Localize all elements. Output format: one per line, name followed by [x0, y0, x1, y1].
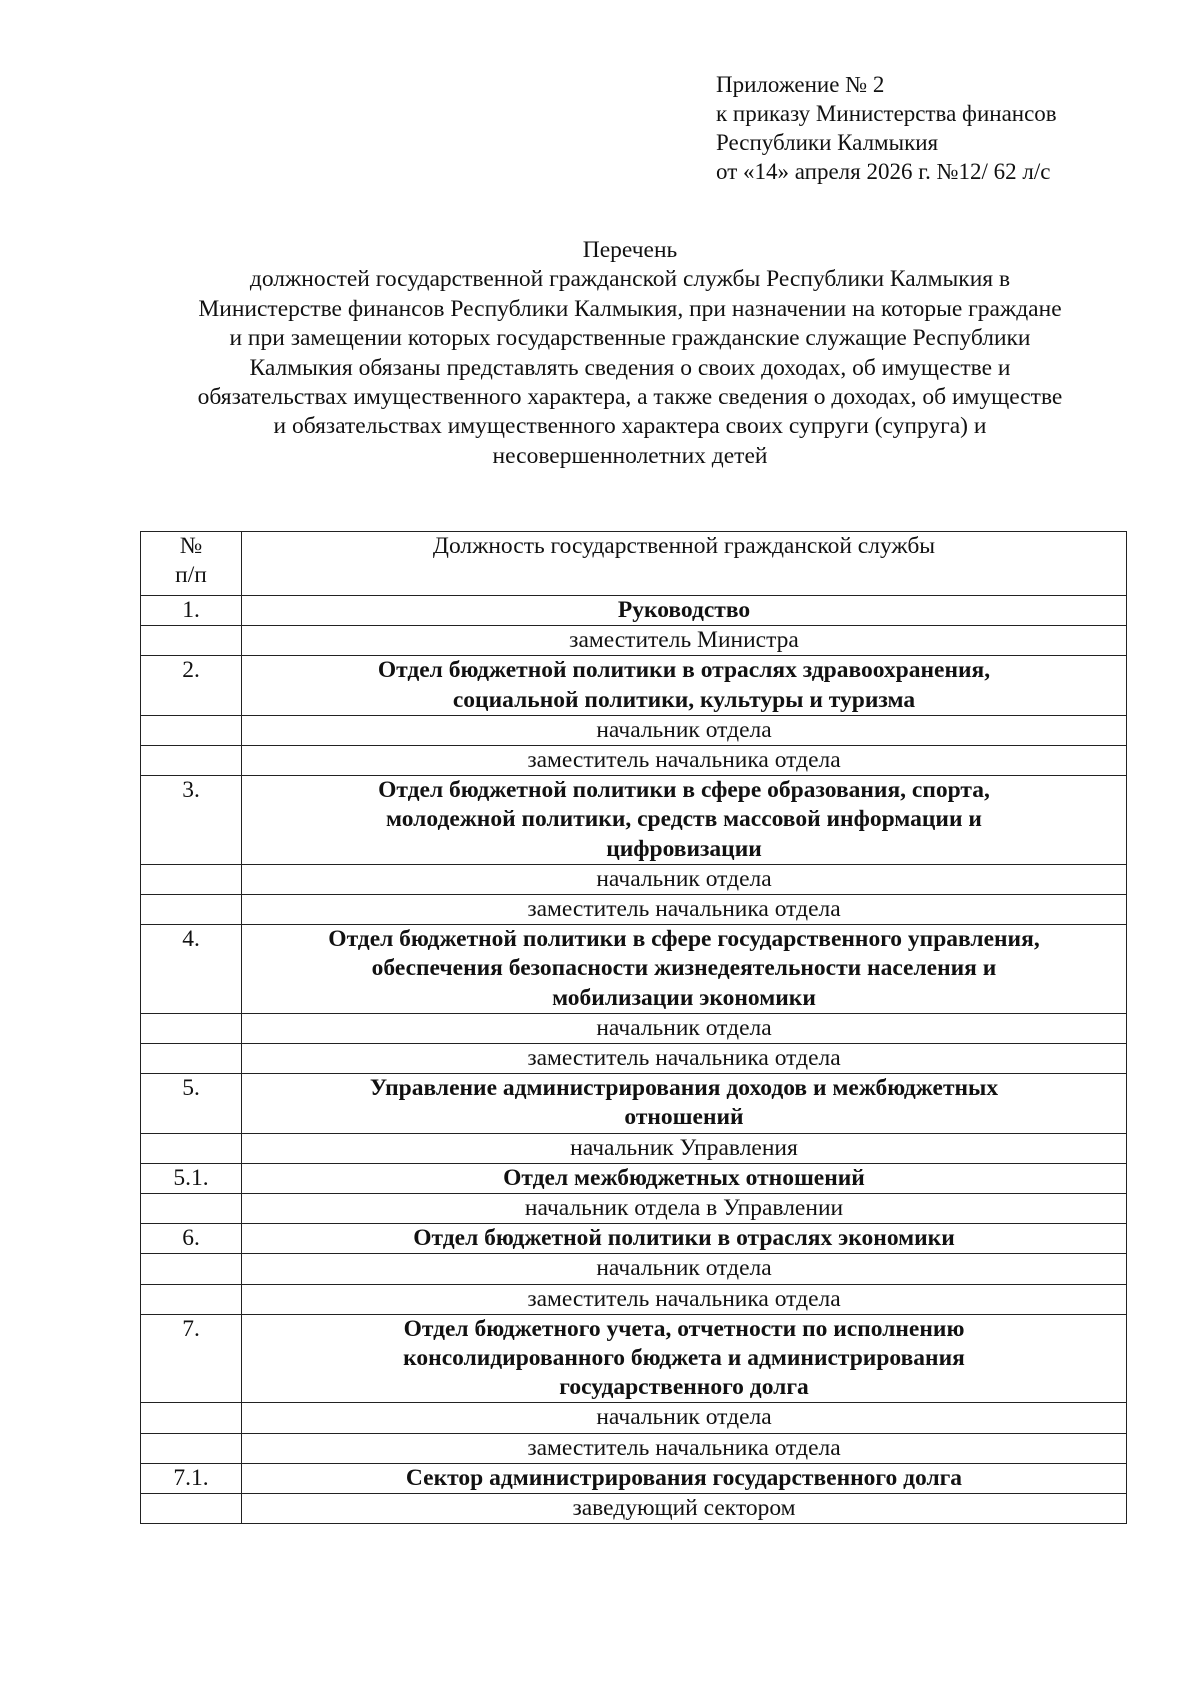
document-title	[140, 236, 1120, 471]
row-number-cell	[141, 1133, 242, 1163]
row-number-cell: 4.	[141, 925, 242, 1014]
row-number-cell	[141, 895, 242, 925]
department-name-cell	[242, 1314, 1127, 1403]
position-name-line: заместитель начальника отдела	[527, 1434, 841, 1461]
row-number-cell: 6.	[141, 1224, 242, 1254]
department-name-cell	[242, 1224, 1127, 1254]
department-name-line: консолидированного бюджета и администрирования	[403, 1345, 965, 1372]
position-row	[141, 1433, 1127, 1463]
department-row	[141, 1463, 1127, 1493]
position-row	[141, 715, 1127, 745]
row-number-cell	[141, 864, 242, 894]
title-line: Министерстве финансов Республики Калмыкия, при назначении на которые граждане	[198, 295, 1062, 322]
annex-line-2: к приказу Министерства финансов	[716, 101, 1057, 126]
department-name-line: молодежной политики, средств массовой информации и	[386, 806, 982, 833]
position-name-cell	[242, 1013, 1127, 1043]
department-row	[141, 656, 1127, 715]
title-line: Калмыкия обязаны представлять сведения о своих доходах, об имуществе и	[249, 354, 1011, 381]
position-name-line: начальник отдела	[596, 1404, 772, 1431]
department-name-cell	[242, 925, 1127, 1014]
table-header-row	[141, 532, 1127, 596]
row-number-cell: 7.	[141, 1314, 242, 1403]
position-name-line: начальник отдела	[596, 716, 772, 743]
title-line: и при замещении которых государственные гражданские служащие Республики	[229, 325, 1031, 352]
annex-line-3: Республики Калмыкия	[716, 130, 939, 155]
department-name-cell	[242, 1074, 1127, 1133]
row-number-cell	[141, 1433, 242, 1463]
position-name-cell	[242, 1133, 1127, 1163]
position-name-cell	[242, 1044, 1127, 1074]
row-number-cell	[141, 1013, 242, 1043]
department-name-cell	[242, 1163, 1127, 1193]
position-name-cell	[242, 895, 1127, 925]
department-name-line: мобилизации экономики	[552, 984, 816, 1011]
row-number-cell	[141, 715, 242, 745]
department-name-line: Руководство	[617, 597, 751, 623]
row-number-cell	[141, 626, 242, 656]
row-number-cell	[141, 1284, 242, 1314]
department-row	[141, 1314, 1127, 1403]
position-name-line: заместитель Министра	[569, 627, 799, 654]
position-row	[141, 1013, 1127, 1043]
department-name-line: социальной политики, культуры и туризма	[452, 686, 916, 713]
position-row	[141, 895, 1127, 925]
position-name-line: заместитель начальника отдела	[527, 747, 841, 774]
department-name-line: Сектор администрирования государственного долга	[405, 1464, 963, 1491]
position-name-cell	[242, 626, 1127, 656]
row-number-cell	[141, 1494, 242, 1524]
position-name-line: начальник отдела в Управлении	[524, 1195, 844, 1222]
title-line: несовершеннолетних детей	[492, 442, 768, 469]
department-row	[141, 1224, 1127, 1254]
department-name-cell	[242, 656, 1127, 715]
position-row	[141, 1403, 1127, 1433]
position-row	[141, 626, 1127, 656]
department-name-line: Отдел бюджетной политики в отраслях здравоохранения,	[377, 657, 991, 684]
department-name-line: цифровизации	[606, 835, 762, 862]
header-number-cell	[141, 532, 242, 596]
row-number-cell	[141, 1194, 242, 1224]
row-number-cell: 5.1.	[141, 1163, 242, 1193]
department-name-line: государственного долга	[559, 1374, 809, 1401]
header-number-label: п/п	[175, 562, 207, 589]
department-row	[141, 1163, 1127, 1193]
position-name-cell	[242, 1254, 1127, 1284]
annex-line-1: Приложение № 2	[716, 72, 885, 97]
row-number-cell: 5.	[141, 1074, 242, 1133]
department-name-line: Отдел бюджетной политики в отраслях экономики	[413, 1225, 955, 1252]
position-name-cell	[242, 1403, 1127, 1433]
position-name-cell	[242, 1284, 1127, 1314]
department-row	[141, 925, 1127, 1014]
annex-line-4: от «14» апреля 2026 г. №12/ 62 л/с	[716, 159, 1051, 184]
title-heading: Перечень	[582, 237, 678, 263]
department-name-line: Отдел бюджетной политики в сфере образования, спорта,	[378, 777, 990, 804]
row-number-cell: 3.	[141, 776, 242, 865]
department-name-cell	[242, 1463, 1127, 1493]
department-name-line: обеспечения безопасности жизнедеятельности населения и	[371, 955, 997, 982]
position-name-line: начальник отдела	[596, 1255, 772, 1282]
position-name-cell	[242, 746, 1127, 776]
position-row	[141, 1284, 1127, 1314]
position-row	[141, 864, 1127, 894]
department-row	[141, 776, 1127, 865]
department-name-cell	[242, 776, 1127, 865]
department-name-line: Управление администрирования доходов и межбюджетных	[369, 1075, 999, 1102]
position-name-cell	[242, 715, 1127, 745]
position-row	[141, 1494, 1127, 1524]
row-number-cell	[141, 746, 242, 776]
position-row	[141, 1194, 1127, 1224]
row-number-cell	[141, 1044, 242, 1074]
position-name-cell	[242, 1494, 1127, 1524]
position-name-line: начальник отдела	[596, 865, 772, 892]
row-number-cell: 2.	[141, 656, 242, 715]
position-name-line: заместитель начальника отдела	[527, 896, 841, 923]
header-position-cell: Должность государственной гражданской службы	[242, 532, 1127, 596]
position-row	[141, 1254, 1127, 1284]
title-line: должностей государственной гражданской службы Республики Калмыкия в	[249, 266, 1011, 293]
position-name-line: начальник Управления	[570, 1134, 798, 1161]
position-name-line: заместитель начальника отдела	[527, 1285, 841, 1312]
position-name-line: заместитель начальника отдела	[527, 1045, 841, 1072]
position-row	[141, 1133, 1127, 1163]
row-number-cell: 1.	[141, 596, 242, 626]
position-name-line: заведующий сектором	[572, 1495, 796, 1522]
position-row	[141, 746, 1127, 776]
department-name-line: Отдел бюджетной политики в сфере государственного управления,	[328, 926, 1040, 953]
positions-table	[140, 531, 1127, 1524]
header-number-sign: №	[179, 533, 203, 559]
department-row	[141, 596, 1127, 626]
position-name-cell	[242, 864, 1127, 894]
department-name-line: Отдел бюджетного учета, отчетности по исполнению	[403, 1315, 965, 1342]
department-name-line: отношений	[624, 1104, 744, 1131]
row-number-cell	[141, 1254, 242, 1284]
title-line: обязательствах имущественного характера, а также сведения о доходах, об имуществе	[197, 384, 1063, 411]
row-number-cell: 7.1.	[141, 1463, 242, 1493]
table-body	[141, 596, 1127, 1524]
department-name-line: Отдел межбюджетных отношений	[503, 1164, 865, 1191]
department-row	[141, 1074, 1127, 1133]
title-line: и обязательствах имущественного характера своих супруги (супруга) и	[273, 413, 987, 440]
position-name-line: начальник отдела	[596, 1014, 772, 1041]
position-name-cell	[242, 1194, 1127, 1224]
row-number-cell	[141, 1403, 242, 1433]
position-name-cell	[242, 1433, 1127, 1463]
position-row	[141, 1044, 1127, 1074]
annex-block	[716, 70, 1057, 186]
department-name-cell	[242, 596, 1127, 626]
